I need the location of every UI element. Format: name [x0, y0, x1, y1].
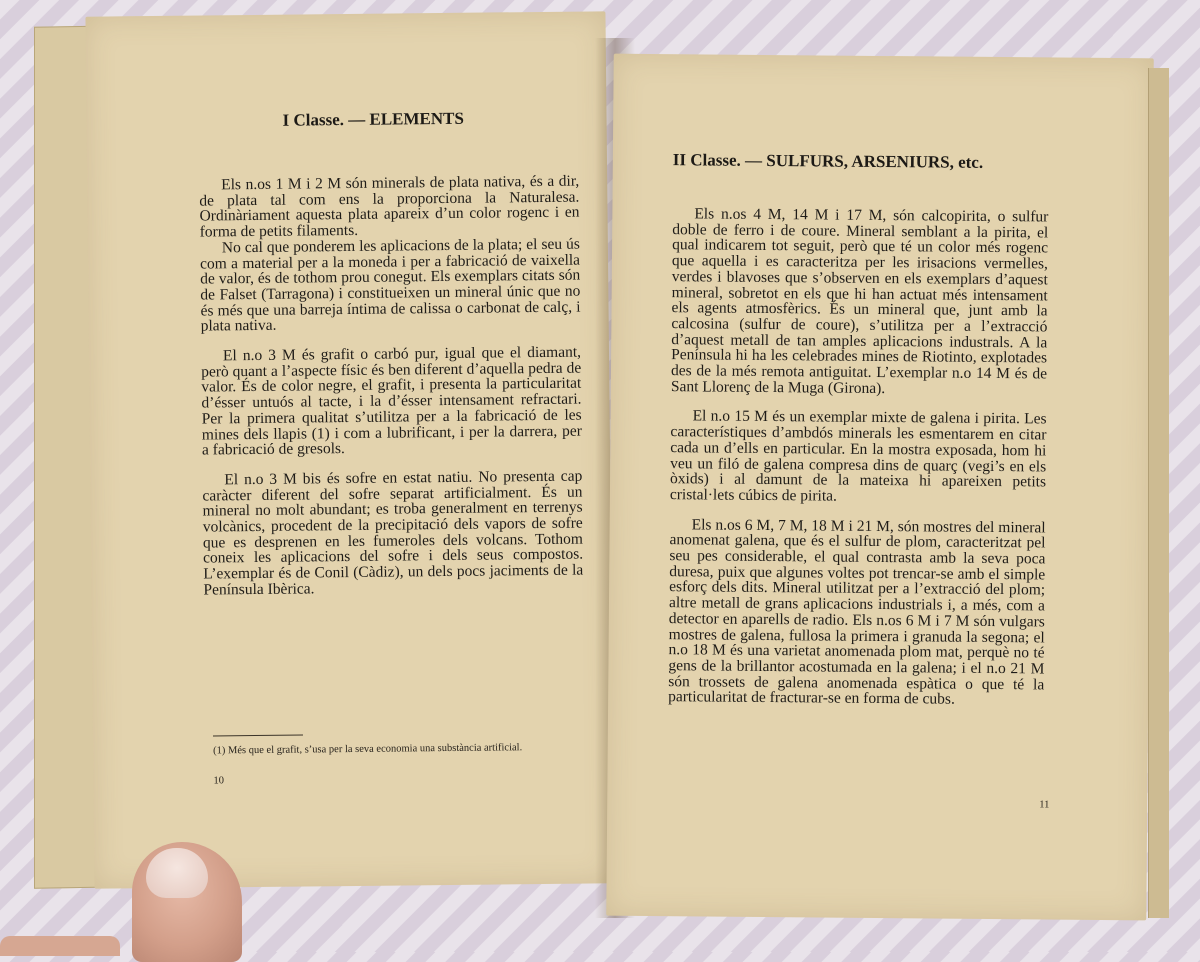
footnote-rule	[213, 735, 303, 737]
thumbnail	[146, 848, 208, 898]
paragraph: El n.o 15 M és un exemplar mixte de galena i pirita. Les característiques d’ambdós minerals les esmentarem en citar cada un d’ells en particular. En la mostra exposada, hom hi veu un filó de galena compresa dins de quarç (vegi’s en els òxids) i al damunt de la mateixa hi apareixen petits cristal·lets cúbics de pirita.	[669, 407, 1047, 505]
page-number: 10	[213, 775, 225, 787]
paragraph: Els n.os 4 M, 14 M i 17 M, són calcopirita, o sulfur doble de ferro i de coure. Mineral semblant a la pirita, el qual indicarem tot seguit, però que té un color més rogenc que aquella i es caracteritza per les irisacions vermelles, verdes i blavoses que s’observen en els exemplars d’aquest mineral, sobretot en els que hi han actuat més intensament els agents atmosfèrics. És un mineral que, junt amb la calcosina (sulfur de coure), s’utilitza per a l’extracció d’aquest metall de tan amples aplicacions industrals. A la Península hi ha les celebrades mines de Riotinto, explotades des de la més remota antiguitat. L’exemplar n.o 14 M és de Sant Llorenç de la Muga (Girona).	[670, 205, 1049, 397]
book-right-edge	[1148, 68, 1169, 918]
left-page	[85, 11, 614, 888]
open-book	[30, 8, 1180, 938]
left-page-heading: I Classe. — ELEMENTS	[282, 108, 465, 130]
paragraph: No cal que ponderem les aplicacions de la plata; el seu ús com a material per a la moneda i per a fabricació de vaixella de valor, és de tothom prou conegut. Els exemplars citats són de Falset (Tarragona) i constitueixen un mineral únic que no és més que una barreja íntima de calissa o carbonat de calç, i plata nativa.	[199, 235, 581, 335]
paragraph: El n.o 3 M bis és sofre en estat natiu. No presenta cap caràcter diferent del sofre separat artificialment. És un mineral no molt abundant; es troba generalment en terrenys volcànics, procedent de la precipitació dels vapors de sofre que es desprenen en les fumeroles dels volcans. Tothom coneix les aplicacions del sofre i dels seus compostos. L’exemplar és de Conil (Càdiz), un dels pocs jaciments de la Península Ibèrica.	[202, 467, 584, 599]
finger	[0, 936, 120, 956]
left-page-body	[199, 174, 583, 599]
footnote: (1) Més que el grafit, s’usa per la seva economia una substància artificial.	[213, 742, 523, 757]
paragraph: Els n.os 6 M, 7 M, 18 M i 21 M, són mostres del mineral anomenat galena, que és el sulfur de plom, caracteritzat pel seu pes considerable, el qual contrasta amb la seva poca duresa, puix que algunes voltes pot trencar-se amb el simple esforç dels dits. Mineral utilitzat per a l’extracció del plom; altre metall de grans aplicacions industrials i, a més, com a detector en aparells de radio. Els n.os 6 M i 7 M són vulgars mostres de galena, fullosa la primera i granuda la segona; el n.o 18 M és una varietat anomenada plom mat, perquè no té gens de la brillantor acostumada en la galena; i el n.o 21 M són trossets de galena anomenada espàtica o que té la particularitat de fracturar-se en forma de cubs.	[668, 516, 1046, 709]
right-page	[606, 54, 1154, 921]
paragraph: Els n.os 1 M i 2 M són minerals de plata nativa, és a dir, de plata tal com ens la proporciona la Naturalesa. Ordinàriament aquesta plata apareix d’un color rogenc i en forma de petits filaments.	[199, 172, 580, 241]
right-page-heading: II Classe. — SULFURS, ARSENIURS, etc.	[672, 150, 984, 172]
page-number: 11	[1039, 799, 1050, 811]
right-page-body	[668, 206, 1048, 708]
paragraph: El n.o 3 M és grafit o carbó pur, igual que el diamant, però quant a l’aspecte físic és ben diferent d’aquella pedra de valor. És de color negre, el grafit, i presenta la particularitat d’ésser untuós al tacte, i la d’ésser intensament refractari. Per la primera qualitat s’utilitza per a la fabricació de les mines dels llapis (1) i com a lubrificant, i per la darrera, per a fabricació de gresols.	[201, 343, 582, 459]
